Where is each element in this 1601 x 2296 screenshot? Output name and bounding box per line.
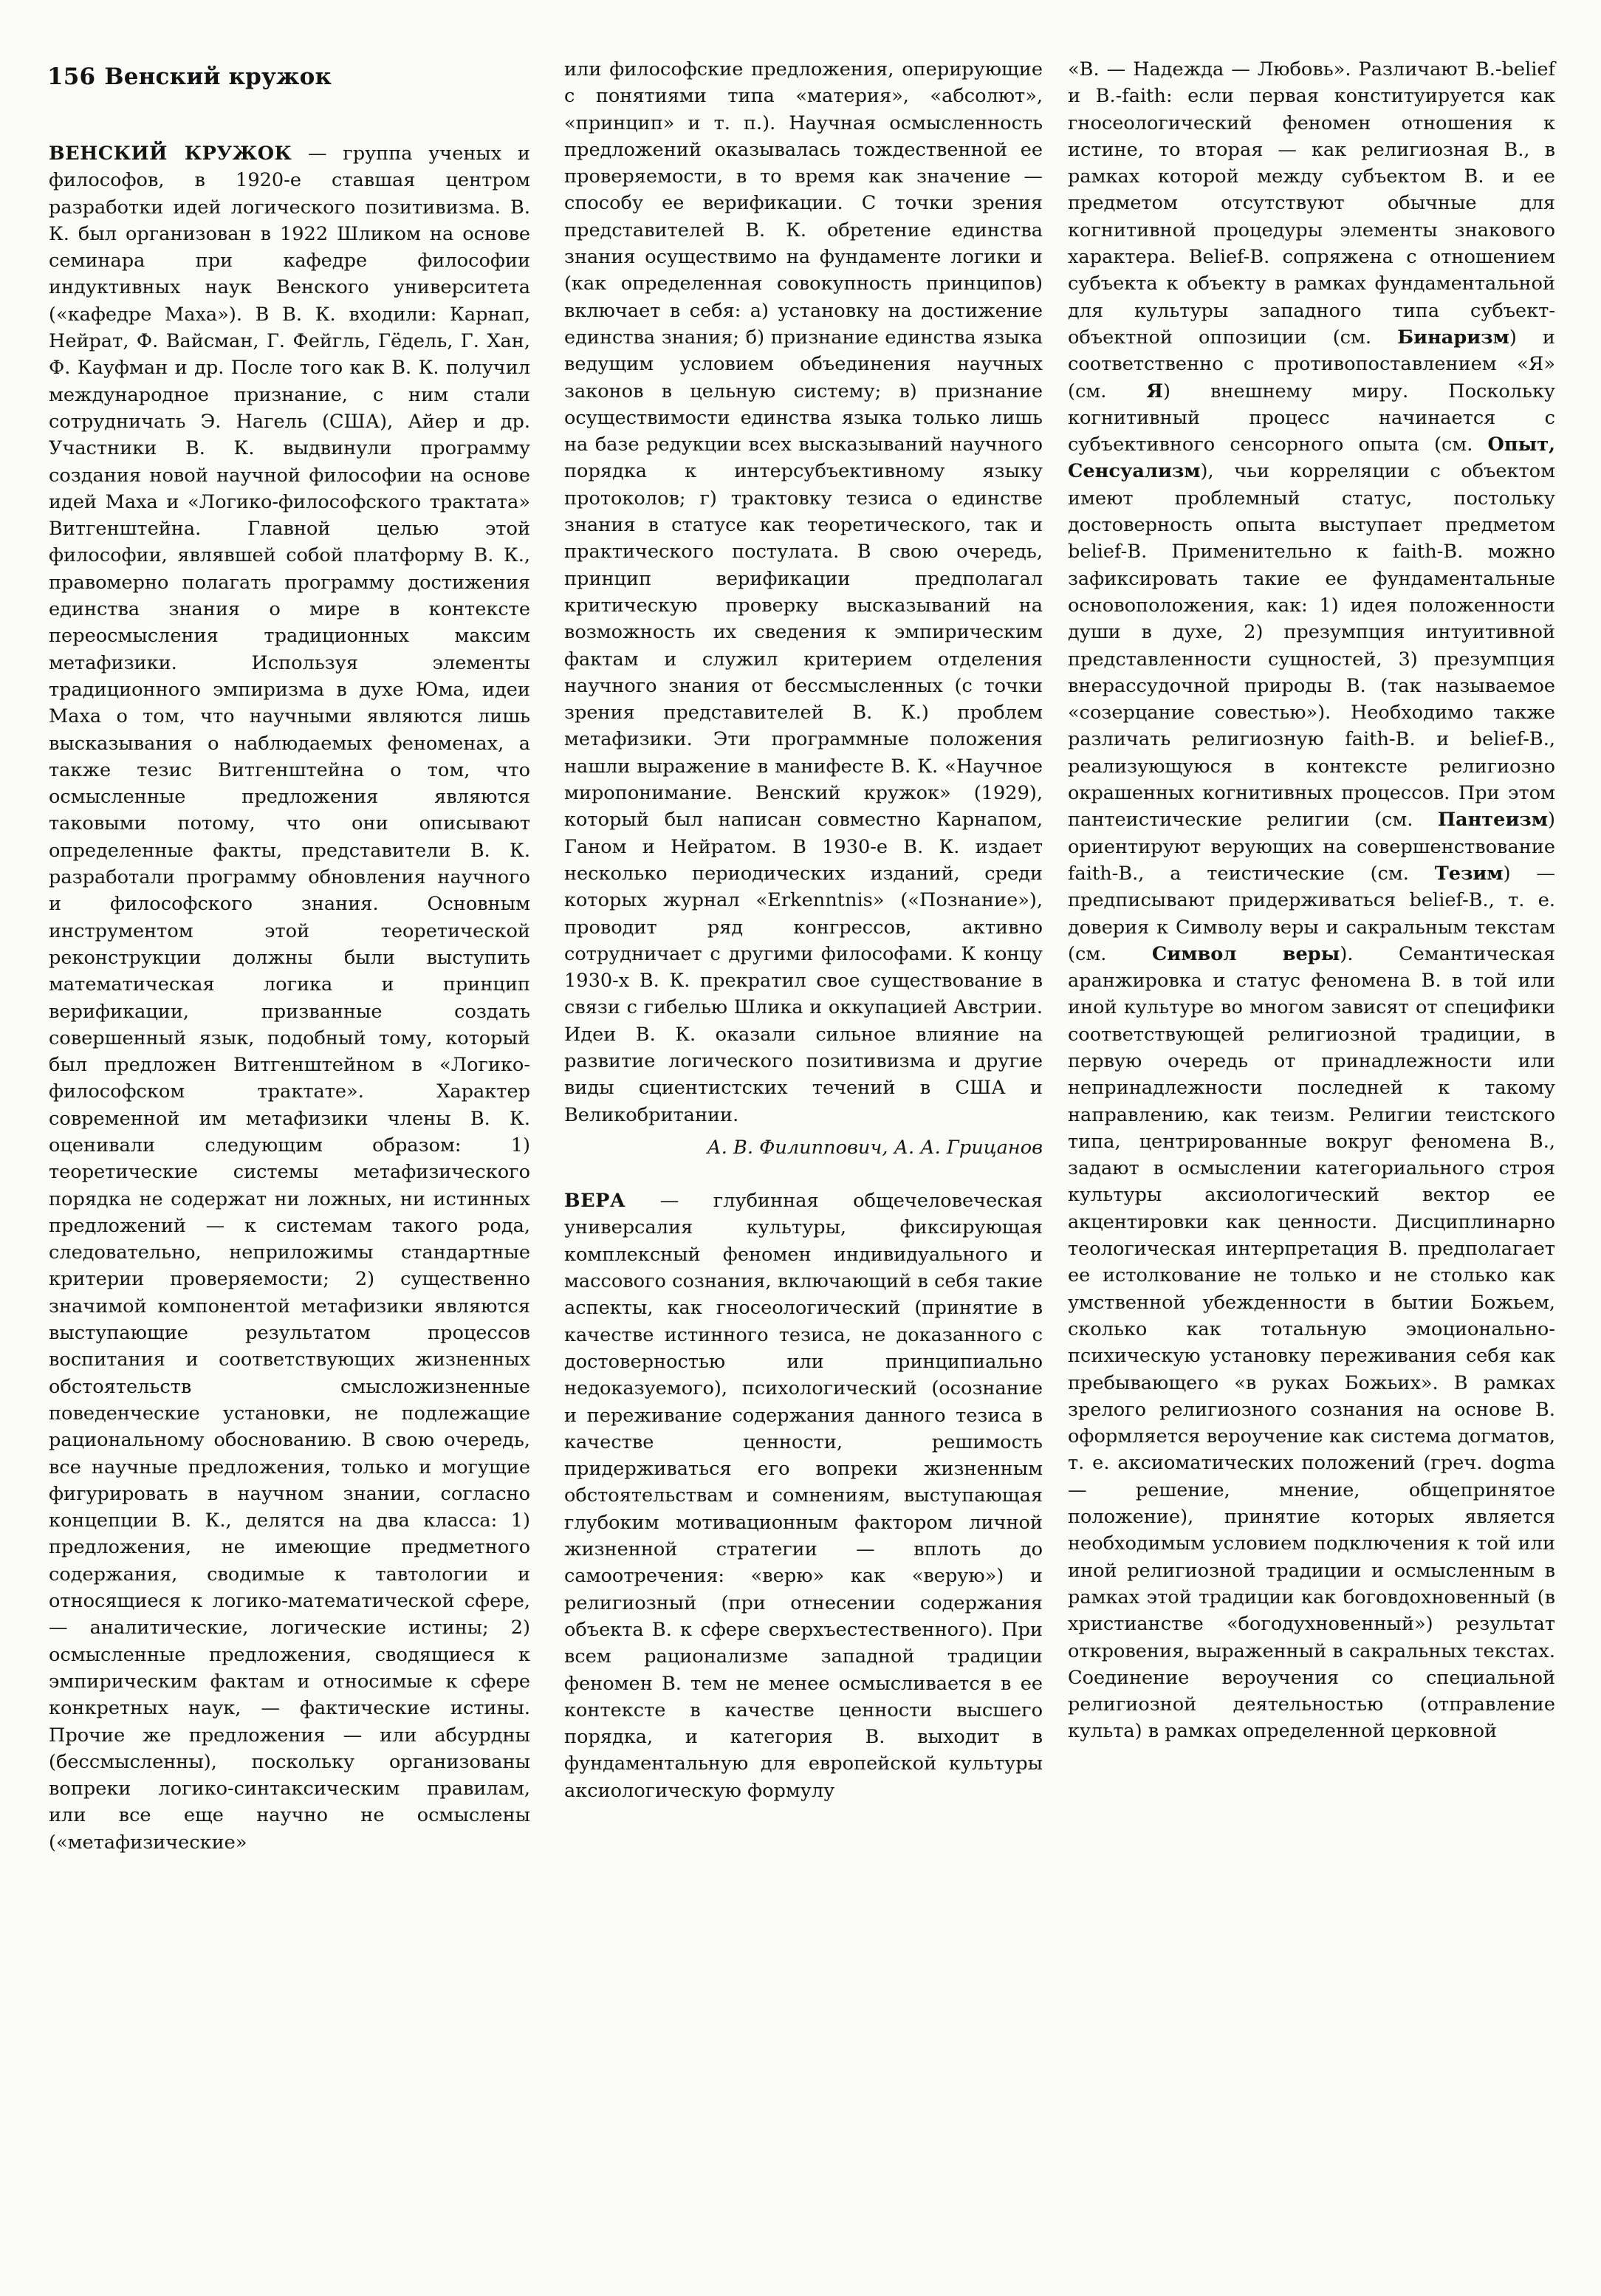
entry-venskiy-kruzhok-part-2 — [564, 56, 1043, 1128]
entry-title-venskiy-kruzhok: ВЕНСКИЙ КРУЖОК — [49, 143, 292, 165]
entry-authors: А. В. Филиппович, А. А. Грицанов — [707, 1136, 1043, 1159]
cross-reference[interactable]: Тезим — [1434, 862, 1504, 885]
entry-venskiy-kruzhok-part-1 — [49, 140, 530, 1856]
entry-vera-part-2 — [1068, 56, 1555, 1745]
cross-reference[interactable]: Бинаризм — [1397, 326, 1509, 349]
cross-reference[interactable]: Пантеизм — [1437, 809, 1548, 832]
entry-body-part-10: ). Семантическая аранжировка и статус феномена В. в той или иной культуре во многом зависят от специфики соответствующей религиозной традиции, в первую очередь от принадлежности или непринадлежности последней к такому направлению, как теизм. Религии теистского типа, центрированные вокруг феномена В., задают в осмыслении категориального строя культуры аксиологический вектор ее акцентировки как ценности. Дисциплинарно теологическая интерпретация В. предполагает ее истолкование не только и не столько как умственной убежденности в бытии Божьем, сколько как тотальную эмоционально-психическую установку переживания себя как пребывающего «в руках Божьих». В рамках зрелого религиозного сознания на основе В. оформляется вероучение как система догматов, т. е. аксиоматических положений (греч. dogma — решение, мнение, общепринятое положение), принятие которых является необходимым условием подключения к той или иной религиозной традиции и осмысленным в рамках этой традиции как боговдохновенный (в христианстве «богодухновенный») результат откровения, выраженный в сакральных текстах. Соединение вероучения со специальной религиозной деятельностью (отправление культа) в рамках определенной церковной — [1068, 942, 1556, 1743]
text-column-1 — [49, 140, 530, 1856]
running-title: Венский кружок — [104, 64, 332, 90]
entry-body-part-1: — группа ученых и философов, в 1920-е ставшая центром разработки идей логического позитивизма. В. К. был организован в 1922 Шликом на основе семинара при кафедре философии индуктивных наук Венского университета («кафедре Маха»). В В. К. входили: Карнап, Нейрат, Ф. Вайсман, Г. Фейгль, Гёдель, Г. Хан, Ф. Кауфман и др. После того как В. К. получил международное признание, с ним стали сотрудничать Э. Нагель (США), Айер и др. Участники В. К. выдвинули программу создания новой научной философии на основе идей Маха и «Логико-философского трактата» Витгенштейна. Главной целью этой философии, являвшей собой платформу В. К., правомерно полагать программу достижения единства знания о мире в контексте переосмысления традиционных максим метафизики. Используя элементы традиционного эмпиризма в духе Юма, идеи Маха о том, что научными являются лишь высказывания о наблюдаемых феноменах, а также тезис Витгенштейна о том, что осмысленные предложения являются таковыми потому, что они описывают определенные факты, представители В. К. разработали программу обновления научного и философского знания. Основным инструментом этой теоретической реконструкции должны были выступить математическая логика и принцип верификации, призванные создать совершенный язык, подобный тому, который был предложен Витгенштейном в «Логико-философском трактате». Характер современной им метафизики члены В. К. оценивали следующим образом: 1) теоретические системы метафизического порядка не содержат ни ложных, ни истинных предложений — к системам такого рода, следовательно, неприложимы стандартные критерии проверяемости; 2) существенно значимой компонентой метафизики являются выступающие результатом процессов воспитания и соответствующих жизненных обстоятельств смысложизненные поведенческие установки, не подлежащие рациональному обоснованию. В свою очередь, все научные предложения, только и могущие фигурировать в научном знании, согласно концепции В. К., делятся на два класса: 1) предложения, не имеющие предметного содержания, сводимые к тавтологии и относящиеся к логико-математической сфере, — аналитические, логические истины; 2) осмысленные предложения, сводящиеся к эмпирическим фактам и относимые к сфере конкретных наук, — фактические истины. Прочие же предложения — или абсурдны (бессмысленны), поскольку организованы вопреки логико-синтаксическим правилам, или все еще научно не осмыслены («метафизические» — [49, 143, 530, 1854]
cross-reference[interactable]: Я — [1146, 380, 1163, 402]
entry-body-part-3: — глубинная общечеловеческая универсалия культуры, фиксирующая комплексный феномен индивидуального и массового сознания, включающий в себя такие аспекты, как гносеологический (принятие в качестве истинного тезиса, не доказанного с достоверностью или принципиально недоказуемого), психологический (осознание и переживание содержания данного тезиса в качестве ценности, решимость придерживаться его вопреки жизненным обстоятельствам и сомнениям, выступающая глубоким мотивационным фактором личной жизненной стратегии — вплоть до самоотречения: «верю» как «верую») и религиозный (при отнесении содержания объекта В. к сфере сверхъестественного). При всем рационализме западной традиции феномен В. тем не менее осмысливается в ее контексте в качестве ценности высшего порядка, и категория В. выходит в фундаментальную для европейской культуры аксиологическую формулу — [564, 1190, 1043, 1802]
entry-body-part-5: ) и соответственно с противопоставлением «Я» (см. — [1068, 326, 1555, 402]
entry-body-part-2: или философские предложения, оперирующие с понятиями типа «материя», «абсолют», «принцип» и т. п.). Научная осмысленность предложений оказывалась тождественной ее проверяемости, в то время как значение — способу ее верификации. С точки зрения представителей В. К. обретение единства знания осуществимо на фундаменте логики и (как определенная совокупность принципов) включает в себя: а) установку на достижение единства знания; б) признание единства языка ведущим условием объединения научных законов в цельную систему; в) признание осуществимости единства языка только лишь на базе редукции всех высказываний научного порядка к интерсубъективному языку протоколов; г) трактовку тезиса о единстве знания в статусе как теоретического, так и практического постулата. В свою очередь, принцип верификации предполагал критическую проверку высказываний на возможность их сведения к эмпирическим фактам и служил критерием отделения научного знания от бессмысленных (с точки зрения представителей В. К.) проблем метафизики. Эти программные положения нашли выражение в манифесте В. К. «Научное миропонимание. Венский кружок» (1929), который был написан совместно Карнапом, Ганом и Нейратом. В 1930-е В. К. издает несколько периодических изданий, среди которых журнал «Erkenntnis» («Познание»), проводит ряд конгрессов, активно сотрудничает с другими философами. К концу 1930-х В. К. прекратил свое существование в связи с гибелью Шлика и оккупацией Австрии. Идеи В. К. оказали сильное влияние на развитие логического позитивизма и другие виды сциентистских течений в США и Великобритании. — [564, 58, 1043, 1126]
entry-body-part-7: ), чьи корреляции с объектом имеют проблемный статус, постольку достоверность опыта выступает предметом belief-В. Применительно к faith-В. можно зафиксировать такие ее фундаментальные основоположения, как: 1) идея положенности души в духе, 2) презумпция интуитивной представленности сущностей, 3) презумпция внерассудочной природы В. (так называемое «созерцание совестью»). Необходимо также различать религиозную faith-В. и belief-В., реализующуюся в контексте религиозно окрашенных когнитивных процессов. При этом пантеистические религии (см. — [1068, 460, 1555, 832]
text-column-3 — [1068, 56, 1555, 1745]
text-column-2 — [564, 56, 1043, 1804]
cross-reference[interactable]: Символ веры — [1151, 942, 1340, 965]
cross-reference[interactable]: Опыт, Сенсуализм — [1068, 434, 1555, 483]
page-number: 156 — [47, 64, 96, 90]
running-head — [47, 64, 332, 90]
entry-body-part-6: ) внешнему миру. Поскольку когнитивный процесс начинается с субъективного сенсорного опыта (см. — [1068, 380, 1555, 456]
entry-body-part-8: ) ориентируют верующих на совершенствование faith-В., а теистические (см. — [1068, 809, 1555, 885]
entry-body-part-4: «В. — Надежда — Любовь». Различают В.-belief и В.-faith: если первая конституируется как гносеологический феномен отношения к истине, то вторая — как религиозная В., в рамках которой между субъектом В. и ее предметом отсутствуют обычные для когнитивной процедуры элементы знакового характера. Belief-В. сопряжена с отношением субъекта к объекту в рамках фундаментальной для культуры западного типа субъект-объектной оппозиции (см. — [1068, 58, 1555, 349]
entry-vera-part-1 — [564, 1188, 1043, 1804]
entry-body-part-9: ) — предписывают придерживаться belief-В., т. е. доверия к Символу веры и сакральным текстам (см. — [1068, 862, 1555, 965]
entry-title-vera: ВЕРА — [564, 1190, 626, 1213]
